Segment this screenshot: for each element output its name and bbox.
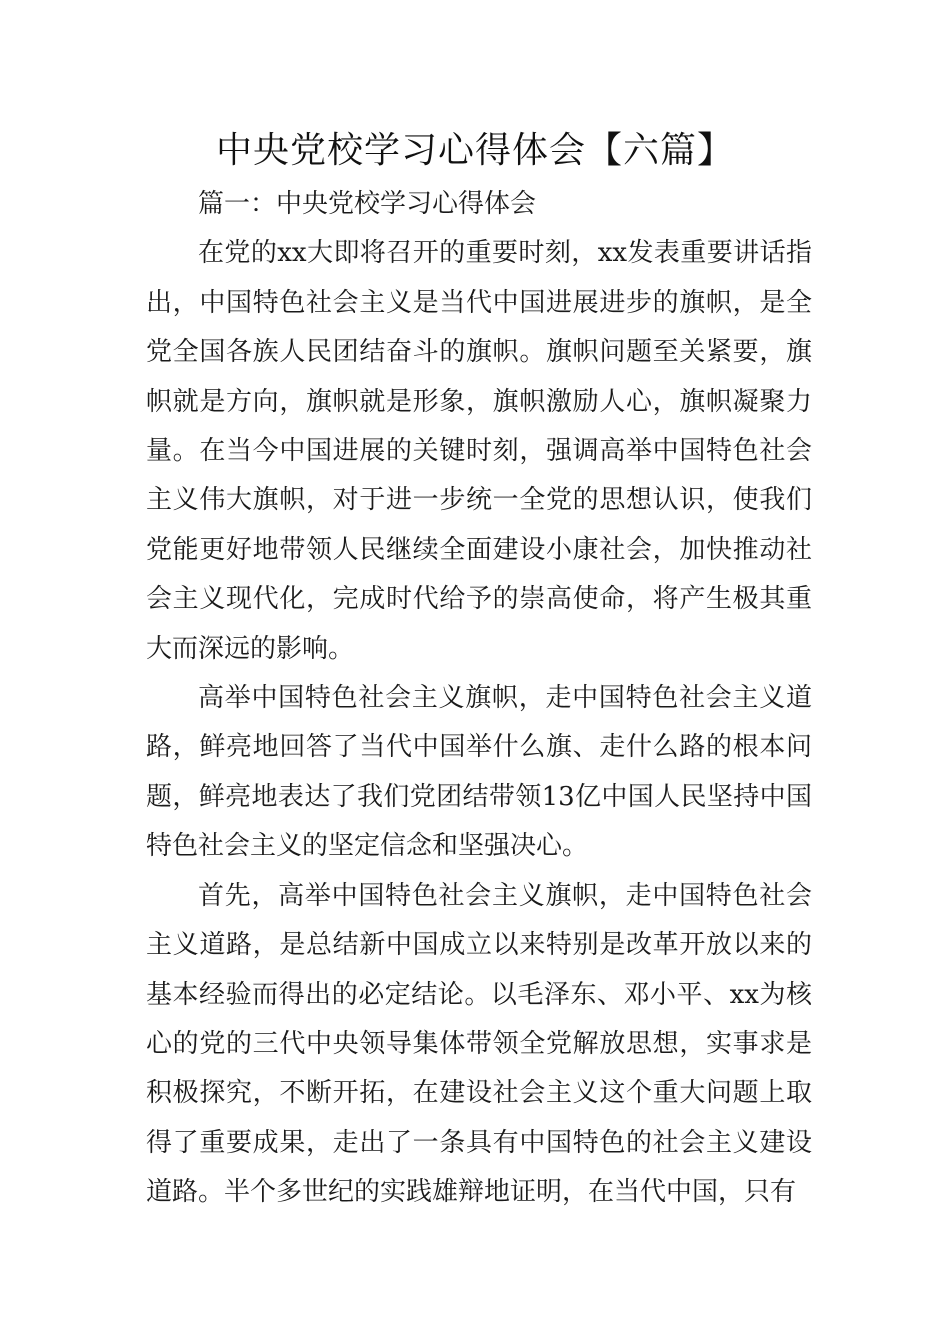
- paragraph: 在党的xx大即将召开的重要时刻，xx发表重要讲话指出，中国特色社会主义是当代中国进展进步的旗帜，是全党全国各族人民团结奋斗的旗帜。旗帜问题至关紧要，旗帜就是方向，旗帜就是形象，旗帜激励人心，旗帜凝聚力量。在当今中国进展的关键时刻，强调高举中国特色社会主义伟大旗帜，对于进一步统一全党的思想认识，使我们党能更好地带领人民继续全面建设小康社会，加快推动社会主义现代化，完成时代给予的崇高使命，将产生极其重大而深远的影响。: [146, 238, 812, 664]
- paragraph: 首先，高举中国特色社会主义旗帜，走中国特色社会主义道路，是总结新中国成立以来特别是改革开放以来的基本经验而得出的必定结论。以毛泽东、邓小平、xx为核心的党的三代中央领导集体带领全党解放思想，实事求是积极探究，不断开拓，在建设社会主义这个重大问题上取得了重要成果，走出了一条具有中国特色的社会主义建设道路。半个多世纪的实践雄辩地证明，在当代中国，只有: [146, 880, 812, 1208]
- section-heading: 篇一：中央党校学习心得体会: [198, 189, 537, 219]
- paragraph: 高举中国特色社会主义旗帜，走中国特色社会主义道路，鲜亮地回答了当代中国举什么旗、走什么路的根本问题，鲜亮地表达了我们党团结带领13亿中国人民坚持中国特色社会主义的坚定信念和坚强决心。: [146, 683, 812, 862]
- document-body: [146, 180, 812, 1218]
- document-title: 中央党校学习心得体会【六篇】: [215, 130, 734, 171]
